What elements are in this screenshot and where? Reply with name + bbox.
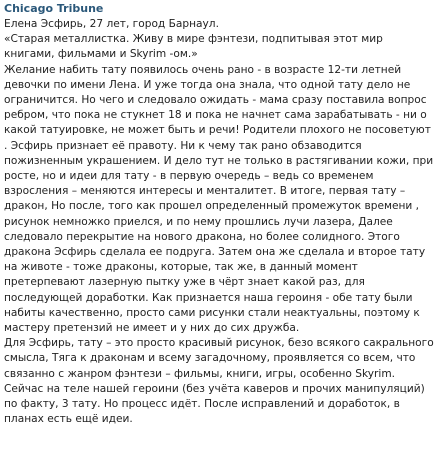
story-paragraph: Для Эсфирь, тату – это просто красивый рисунок, безо всякого сакрального смысла, Тяга к драконам и всему загадочному, проявляется со всем, что связанно с жанром фэнтези – фильмы, книги, игры, особенно Skyrim. [4, 337, 434, 380]
source-link[interactable]: Chicago Tribune [4, 2, 104, 15]
author-quote: «Старая металлистка. Живу в мире фэнтези, подпитывая этот мир книгами, фильмами и Skyrim -ом.» [4, 33, 383, 61]
author-line: Елена Эсфирь, 27 лет, город Барнаул. [4, 18, 219, 30]
story-paragraph: Желание набить тату появилось очень рано - в возрасте 12-ти летней девочки по имени Лена. И уже тогда она знала, что одной тату дело не ограничится. Но чего и следовало ожидать - мама сразу поставила вопрос ребром, что пока не стукнет 18 и пока не начнет сама зарабатывать - ни о какой татуировке, не может быть и речи! Родители плохого не посоветуют . Эсфирь признает её правоту. Ни к чему так рано обзаводится пожизненным украшением. И дело тут не только в растягивании кожи, при росте, но и идеи для тату - в первую очередь – ведь со временем взросления – меняются интересы и менталитет. В итоге, первая тату – дракон, Но после, того как прошел определенный промежуток времени , рисунок немножко приелся, и по нему прошлись лучи лазера, Далее следовало перекрытие на нового дракона, но более солидного. Этого дракона Эсфирь сделала ее подруга. Затем она же сделала и второе тату на животе - тоже драконы, которые, так же, в данный момент претерпевают лазерную пытку уже в чёрт знает какой раз, для последующей доработки. Как признается наша героиня - обе тату были набиты качественно, просто сами рисунки стали неактуальны, поэтому к мастеру претензий не имеет и у них до сих дружба. [4, 63, 434, 335]
story-paragraph: Сейчас на теле нашей героини (без учёта каверов и прочих манипуляций) по факту, 3 тату. Но процесс идёт. После исправлений и доработок, в планах есть ещё идеи. [4, 382, 425, 426]
post-body [4, 2, 434, 427]
